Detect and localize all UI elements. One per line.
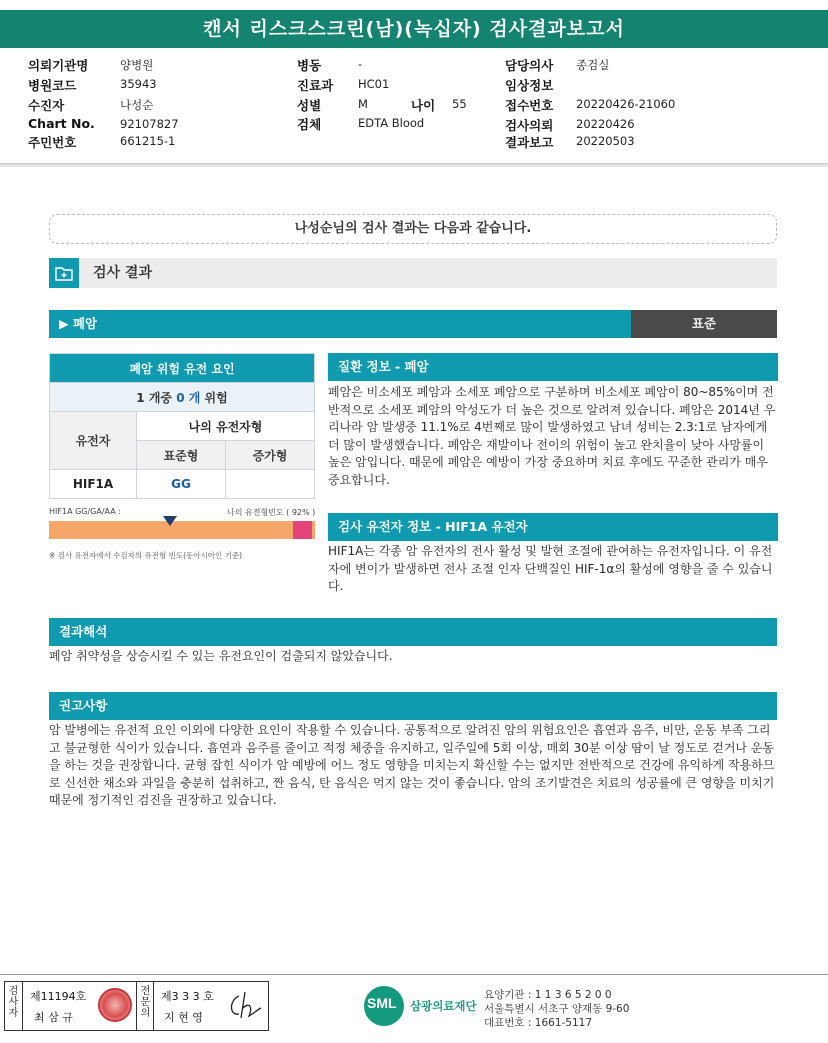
- header-value: 55: [452, 97, 467, 111]
- header-label: 검사의뢰: [505, 118, 554, 133]
- approver-label-cell: [136, 982, 154, 1030]
- report-title: 캔서 리스크스크린(남)(녹십자) 검사결과보고서: [0, 10, 828, 48]
- col-increased-header: 증가형: [225, 441, 314, 470]
- inspector-seal: [98, 988, 132, 1022]
- inspector-label: 검사자: [8, 986, 19, 1019]
- org-logo-text: SML: [367, 995, 397, 1011]
- intro-message: 나성순님의 검사 결과는 다음과 같습니다.: [49, 214, 777, 244]
- org-phone: 대표번호 : 1661-5117: [484, 1017, 593, 1029]
- header-label: 성별: [297, 98, 322, 113]
- gene-table-title: 폐암 위험 유전 요인: [50, 354, 315, 383]
- risk-summary: [50, 383, 315, 412]
- approver-license: 제3 3 3 호: [161, 990, 214, 1003]
- inspector-license: 제11194호: [30, 990, 87, 1003]
- gene-info-title: 검사 유전자 정보 - HIF1A 유전자: [328, 513, 778, 541]
- header-value: 92107827: [120, 117, 179, 131]
- header-value: 661215-1: [120, 134, 176, 148]
- header-value: M: [358, 97, 368, 111]
- header-value: 20220426: [576, 117, 635, 131]
- header-label: 검체: [297, 117, 322, 132]
- header-value: 20220503: [576, 134, 635, 148]
- risk-prefix: 1 개중: [136, 390, 173, 405]
- header-value: 양병원: [120, 58, 154, 72]
- recommendation-text: 암 발병에는 유전적 요인 이외에 다양한 요인이 작용할 수 있습니다. 공통적으로 알려진 암의 위험요인은 흡연과 음주, 비만, 운동 부족 그리고 불균형한 식이가 있습니다. 흡연과 음주를 줄이고 적정 체중을 유지하고, 일주일에 5회 이상, 매회 30분 이상 땀이 날 정도로 걷거나 운동을 하는 것을 권장합니다. 균형 잡힌 식이가 암 예방에 어느 정도 영향을 미치는지 확신할 수는 없지만 전반적으로 건강에 유익하게 작용하므로 신선한 채소와 과일을 충분히 섭취하고, 짠 음식, 탄 음식은 먹지 않는 것이 좋습니다. 암의 조기발견은 치료의 성공률에 큰 영향을 미치기 때문에 정기적인 검진을 권장하고 있습니다.: [49, 723, 775, 807]
- header-label: 결과보고: [505, 135, 554, 150]
- folder-plus-icon: [49, 258, 79, 288]
- genotype-frequency-segment: [293, 521, 312, 539]
- inspector-label-cell: [5, 982, 23, 1030]
- section-header: [49, 258, 777, 288]
- header-value: -: [358, 57, 363, 71]
- recommendation-title: 권고사항: [49, 692, 777, 720]
- header-label: 병동: [297, 58, 322, 73]
- freq-my-frequency-label: 나의 유전형빈도 ( 92% ): [227, 508, 316, 517]
- freq-genotypes-label: HIF1A GG/GA/AA :: [49, 507, 121, 516]
- header-value: 20220426-21060: [576, 97, 676, 111]
- section-title: 검사 결과: [93, 265, 152, 281]
- interpretation-title: 결과해석: [49, 618, 777, 646]
- org-code: 요양기관 : 1 1 3 6 5 2 0 0: [484, 989, 612, 1001]
- freq-footnote: ※ 검사 유전자에서 수검자의 유전형 빈도(동아시아인 기준): [49, 551, 243, 560]
- org-name: 삼광의료재단: [410, 999, 477, 1013]
- org-address: 서울특별시 서초구 양재동 9-60: [484, 1003, 630, 1015]
- gene-risk-table: [49, 353, 315, 499]
- standard-genotype: GG: [137, 470, 226, 499]
- genotype-frequency-bar: [49, 521, 315, 539]
- header-label: 나이: [411, 98, 436, 113]
- cancer-name: ▶ 폐암: [49, 310, 631, 338]
- header-label: 병원코드: [28, 78, 77, 93]
- col-gene-header: 유전자: [50, 412, 137, 470]
- header-label: 수진자: [28, 98, 65, 113]
- gene-info-text: HIF1A는 각종 암 유전자의 전사 활성 및 발현 조절에 관여하는 유전자입니다. 이 유전자에 변이가 발생하면 전사 조절 인자 단백질인 HIF-1α의 활성에 영향을 줄 수 있습니다.: [328, 544, 773, 593]
- header-divider: [0, 163, 828, 167]
- approver-name: 지 현 영: [164, 1011, 203, 1024]
- header-value: EDTA Blood: [358, 116, 425, 130]
- interpretation-text: 폐암 취약성을 상승시킬 수 있는 유전요인이 검출되지 않았습니다.: [49, 649, 393, 663]
- disease-info-title: 질환 정보 - 폐암: [328, 353, 778, 381]
- footer-divider: [0, 974, 828, 975]
- header-value: 나성순: [120, 98, 154, 112]
- approver-label: 전문의: [140, 986, 151, 1019]
- header-label: 진료과: [297, 78, 334, 93]
- increased-genotype: [225, 470, 314, 499]
- disease-info-text: 폐암은 비소세포 폐암과 소세포 폐암으로 구분하며 비소세포 폐암이 80~85%이며 전반적으로 소세포 폐암의 악성도가 더 높은 것으로 알려져 있습니다. 폐암은 2014년 우리나라 암 발생중 11.1%로 4번째로 많이 발생하였고 남녀 성비는 2.3:1로 남자에게 더 많이 발생했습니다. 폐암은 재발이나 전이의 위험이 높고 완치율이 낮아 사망률이 높은 암입니다. 때문에 폐암은 예방이 가장 중요하며 치료 후에도 꾸준한 관리가 매우 중요합니다.: [328, 385, 776, 487]
- risk-count: 0 개: [176, 390, 201, 405]
- approver-signature: [225, 988, 265, 1024]
- header-label: 접수번호: [505, 98, 554, 113]
- header-label: 임상정보: [505, 78, 554, 93]
- risk-suffix: 위험: [204, 390, 228, 405]
- header-label: 주민번호: [28, 135, 77, 150]
- header-label: 담당의사: [505, 58, 554, 73]
- header-label: 의뢰기관명: [28, 58, 89, 73]
- header-value: HC01: [358, 77, 390, 91]
- col-genotype-header: 나의 유전자형: [137, 412, 315, 441]
- header-label: Chart No.: [28, 116, 95, 131]
- cancer-status-badge: 표준: [631, 310, 777, 338]
- header-value: 종검실: [576, 58, 610, 72]
- cancer-row: [49, 310, 777, 338]
- triangle-marker-icon: [163, 516, 177, 526]
- inspector-name: 최 삼 규: [34, 1011, 73, 1024]
- signature-box: [4, 981, 269, 1031]
- col-standard-header: 표준형: [137, 441, 226, 470]
- header-value: 35943: [120, 77, 157, 91]
- gene-name: HIF1A: [50, 470, 137, 499]
